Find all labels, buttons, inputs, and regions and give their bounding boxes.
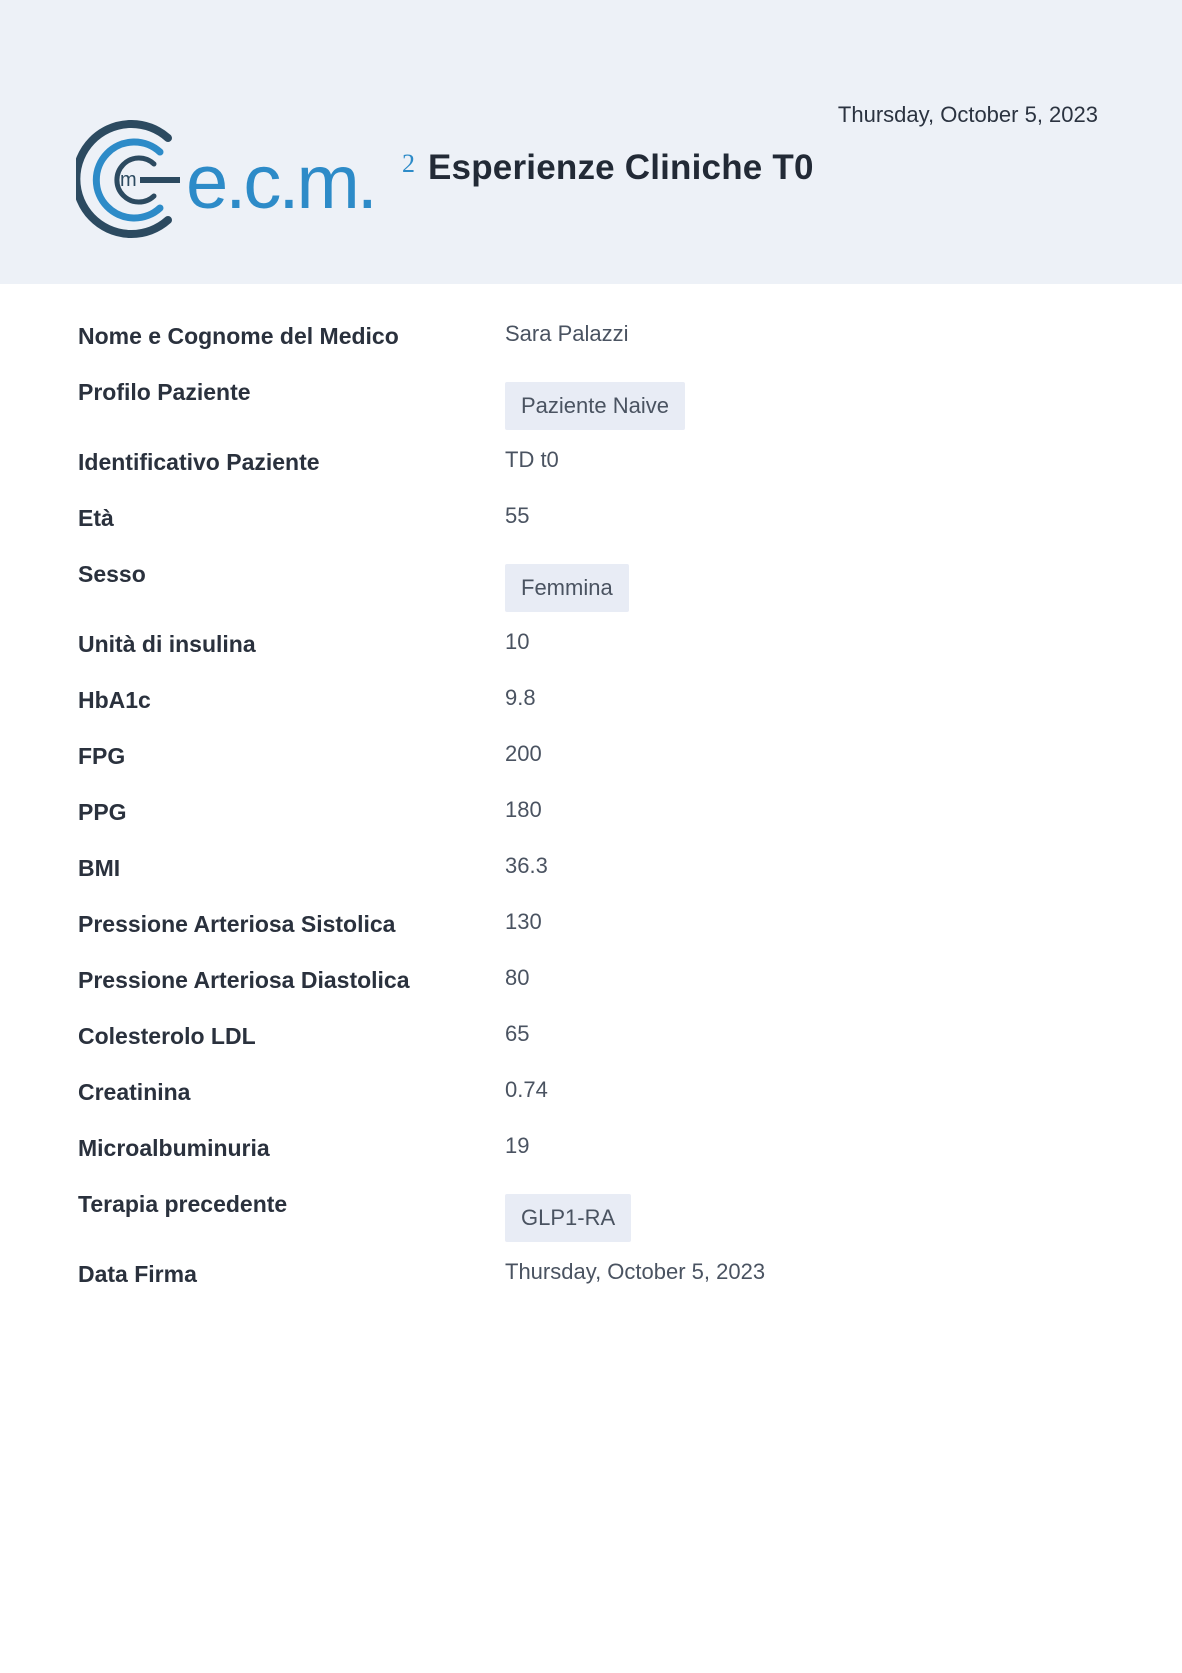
field-row [78, 962, 1108, 1018]
field-row [78, 1130, 1108, 1186]
field-label: PPG [78, 799, 127, 825]
header-date: Thursday, October 5, 2023 [837, 102, 1098, 127]
field-value: 80 [505, 965, 530, 990]
logo-superscript: 2 [402, 149, 415, 178]
field-value: 55 [505, 503, 530, 528]
field-value: 180 [505, 797, 542, 822]
field-label: Colesterolo LDL [78, 1023, 256, 1049]
field-row [78, 626, 1108, 682]
page-title: Esperienze Cliniche T0 [428, 148, 814, 187]
field-row [78, 500, 1108, 556]
field-value-badge [505, 556, 629, 612]
field-label: Data Firma [78, 1261, 197, 1287]
field-value: 36.3 [505, 853, 548, 878]
field-label: Nome e Cognome del Medico [78, 323, 399, 349]
field-row [78, 374, 1108, 444]
field-value: TD t0 [505, 447, 559, 472]
field-row [78, 850, 1108, 906]
field-label: Creatinina [78, 1079, 191, 1105]
field-row [78, 794, 1108, 850]
field-row [78, 682, 1108, 738]
field-value: 130 [505, 909, 542, 934]
field-label: HbA1c [78, 687, 151, 713]
value-badge: Femmina [505, 564, 629, 612]
value-badge: Paziente Naive [505, 382, 685, 430]
field-row [78, 738, 1108, 794]
ecm-logo-icon [76, 120, 426, 240]
field-label: Pressione Arteriosa Sistolica [78, 911, 396, 937]
field-row [78, 1018, 1108, 1074]
field-row [78, 906, 1108, 962]
field-value: 10 [505, 629, 530, 654]
field-label: Terapia precedente [78, 1191, 288, 1217]
field-row [78, 318, 1108, 374]
field-label: Profilo Paziente [78, 379, 251, 405]
field-row [78, 444, 1108, 500]
field-row [78, 1074, 1108, 1130]
field-value: 0.74 [505, 1077, 548, 1102]
field-value: 200 [505, 741, 542, 766]
field-label: Sesso [78, 561, 146, 587]
field-row [78, 1186, 1108, 1256]
field-value: 9.8 [505, 685, 536, 710]
field-value: 65 [505, 1021, 530, 1046]
field-label: Microalbuminuria [78, 1135, 270, 1161]
logo-wordmark: e.c.m. [186, 140, 375, 225]
field-value: Thursday, October 5, 2023 [505, 1259, 766, 1284]
field-row [78, 1256, 1108, 1312]
page-header [0, 0, 1182, 284]
field-label: BMI [78, 855, 121, 881]
field-value-badge [505, 374, 685, 430]
patient-form [78, 318, 1108, 1312]
field-label: FPG [78, 743, 126, 769]
field-value-badge [505, 1186, 631, 1242]
field-row [78, 556, 1108, 626]
field-label: Età [78, 505, 114, 531]
field-label: Pressione Arteriosa Diastolica [78, 967, 410, 993]
value-badge: GLP1-RA [505, 1194, 631, 1242]
field-value: 19 [505, 1133, 530, 1158]
logo-emblem-letter: m [120, 169, 137, 191]
field-value: Sara Palazzi [505, 321, 629, 346]
field-label: Identificativo Paziente [78, 449, 320, 475]
field-label: Unità di insulina [78, 631, 256, 657]
